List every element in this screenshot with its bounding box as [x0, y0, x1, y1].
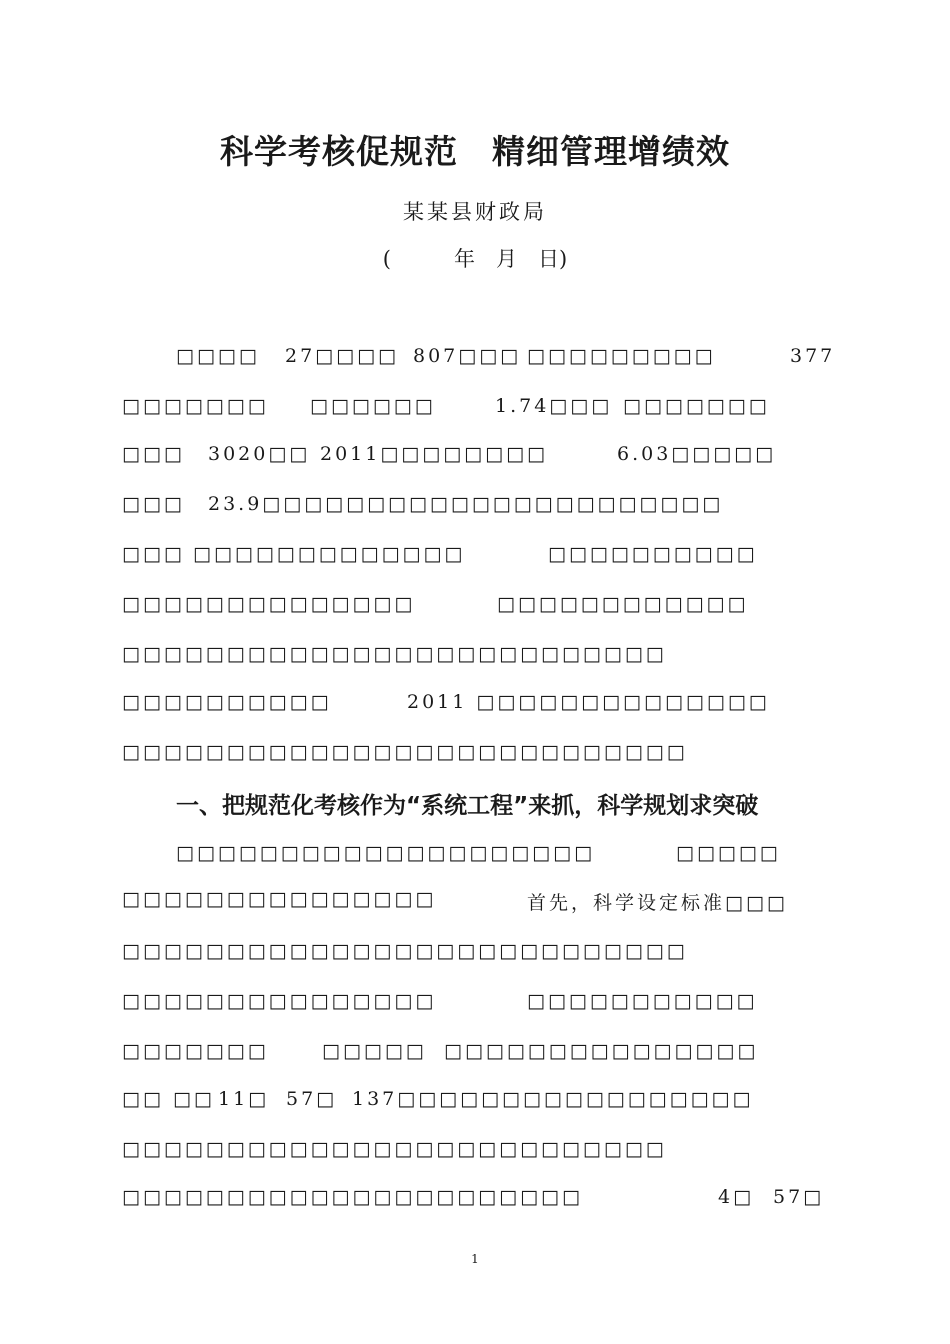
text-segment: □□□□□□□□□□□□□□ — [122, 593, 416, 615]
text-segment: □□□□ — [176, 345, 260, 367]
text-line — [0, 493, 950, 523]
text-line — [0, 1138, 950, 1168]
text-line — [0, 593, 950, 623]
text-segment: □□□□□□□ — [623, 395, 770, 417]
text-segment: □□□ — [122, 493, 185, 515]
text-segment: □□□□□□□□□□ — [548, 543, 758, 565]
text-segment: 1.74□□□ — [495, 395, 613, 417]
text-segment: 4□ — [718, 1186, 755, 1208]
text-segment: □□□□□□□□□□□□□□□□□□□□ — [176, 842, 596, 864]
date-line: ( 年 月 日) — [382, 247, 568, 271]
text-segment: 57□ — [773, 1186, 825, 1208]
text-line — [0, 395, 950, 425]
page-number: 1 — [471, 1252, 479, 1266]
text-segment: 2011□□□□□□□□ — [320, 443, 548, 465]
author-org: 某某县财政局 — [403, 200, 547, 224]
text-segment: □□□□□□□□□□□ — [527, 990, 758, 1012]
text-segment: □□□□□□ — [310, 395, 436, 417]
text-line — [0, 990, 950, 1020]
text-segment: □□□□□□□□□□□□□□□□□□□□□□□□□□□ — [122, 940, 688, 962]
text-segment: □□□□□□□□□□□□□□□□□□□□□□□□□□ — [122, 643, 667, 665]
page-title: 科学考核促规范 精细管理增绩效 — [220, 132, 730, 171]
text-segment: 57□ — [286, 1088, 338, 1110]
section-heading: 一、把规范化考核作为“系统工程”来抓，科学规划求突破 — [176, 793, 759, 819]
text-segment: 2011 □□□□□□□□□□□□□□ — [407, 691, 770, 713]
text-line — [0, 691, 950, 721]
text-segment: 377 — [790, 345, 836, 367]
text-segment: 11□ — [218, 1088, 270, 1110]
text-segment: □□□□□□□□□□□□□□□ — [122, 990, 437, 1012]
text-segment: 23.9□□□□□□□□□□□□□□□□□□□□□□ — [208, 493, 724, 515]
text-segment: □□□□□□□ — [122, 395, 269, 417]
text-segment: □□□□□□□□□□□□□□□ — [444, 1040, 759, 1062]
text-line — [0, 842, 950, 872]
text-segment: 137□□□□□□□□□□□□□□□□□ — [352, 1088, 754, 1110]
text-line — [0, 741, 950, 771]
text-segment: □□□□□□□ — [122, 1040, 269, 1062]
text-segment: □□□□□□□□□□□□□□□□□□□□□□□□□□ — [122, 1138, 667, 1160]
text-line — [0, 543, 950, 573]
text-segment: 27□□□□ — [285, 345, 399, 367]
text-line — [0, 1040, 950, 1070]
text-segment: □□□□□□□□□□□□ — [497, 593, 749, 615]
text-segment: □□□□□□□□□□□□□□□□□□□□□□□□□□□ — [122, 741, 688, 763]
text-segment: 首先，科学设定标准□□□ — [527, 892, 788, 914]
text-line — [0, 345, 950, 375]
text-segment: □□□ — [122, 443, 185, 465]
text-segment: □□□□□□□□□□□□□ — [193, 543, 466, 565]
text-line — [0, 940, 950, 970]
text-line — [0, 1088, 950, 1118]
text-segment: 807□□□ — [413, 345, 522, 367]
text-segment: 6.03□□□□□ — [617, 443, 777, 465]
text-line — [0, 443, 950, 473]
text-segment: □□□□□□□□□ — [527, 345, 716, 367]
text-segment: □□□□□□□□□□□□□□□ — [122, 888, 437, 910]
text-segment: 3020□□ — [208, 443, 311, 465]
text-segment: □□□□□ — [676, 842, 781, 864]
text-segment: □□□□□□□□□□□□□□□□□□□□□□ — [122, 1186, 583, 1208]
text-segment: □□□ — [122, 543, 185, 565]
text-line — [0, 1186, 950, 1216]
text-segment: □□ □□ — [122, 1088, 215, 1110]
text-line — [0, 888, 950, 918]
text-segment: □□□□□□□□□□ — [122, 691, 332, 713]
text-segment: □□□□□ — [322, 1040, 427, 1062]
text-line — [0, 643, 950, 673]
